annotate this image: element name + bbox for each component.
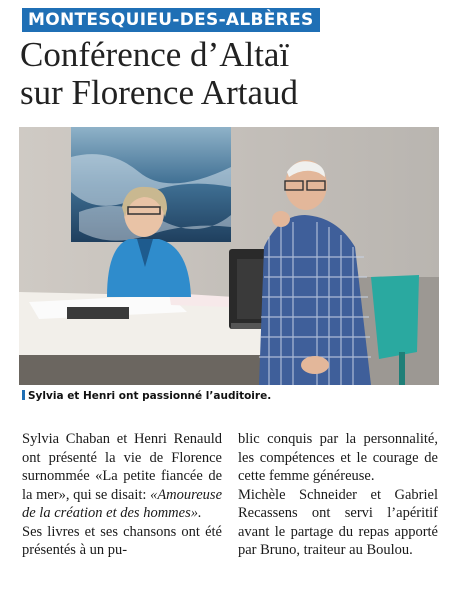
- chair: [371, 275, 419, 359]
- article-photo: [19, 127, 439, 385]
- photo-illustration: [19, 127, 439, 385]
- article-column-2: [238, 430, 438, 560]
- column-1-text: Sylvia Chaban et Henri Renauld ont présenté la vie de Florence surnommée «La petite fiancée de la mer», qui se disait:: [22, 431, 222, 503]
- caption-text: Sylvia et Henri ont passionné l’auditoire.: [28, 390, 272, 402]
- photo-caption: [22, 390, 442, 402]
- headline-line-1: Conférence d’Altaï: [20, 35, 290, 74]
- headline-line-2: sur Florence Artaud: [20, 73, 298, 112]
- column-1-paragraph-2: Ses livres et ses chansons ont été présentés à un pu-: [22, 523, 222, 558]
- column-1-paragraph-1: [22, 430, 222, 523]
- article-headline: [20, 36, 450, 112]
- article-column-1: [22, 430, 222, 560]
- column-2-paragraph-2: Michèle Schneider et Gabriel Recassens ont servi l’apéritif avant le partage du repas apporté par Bruno, traiteur au Boulou.: [238, 486, 438, 558]
- column-2-paragraph-1: blic conquis par la personnalité, les compétences et le courage de cette femme généreuse.: [238, 431, 438, 484]
- caption-marker-icon: [22, 390, 25, 400]
- section-kicker: MONTESQUIEU-DES-ALBÈRES: [22, 8, 320, 32]
- quote-text: «Amoureuse de la création et des hommes».: [22, 486, 223, 521]
